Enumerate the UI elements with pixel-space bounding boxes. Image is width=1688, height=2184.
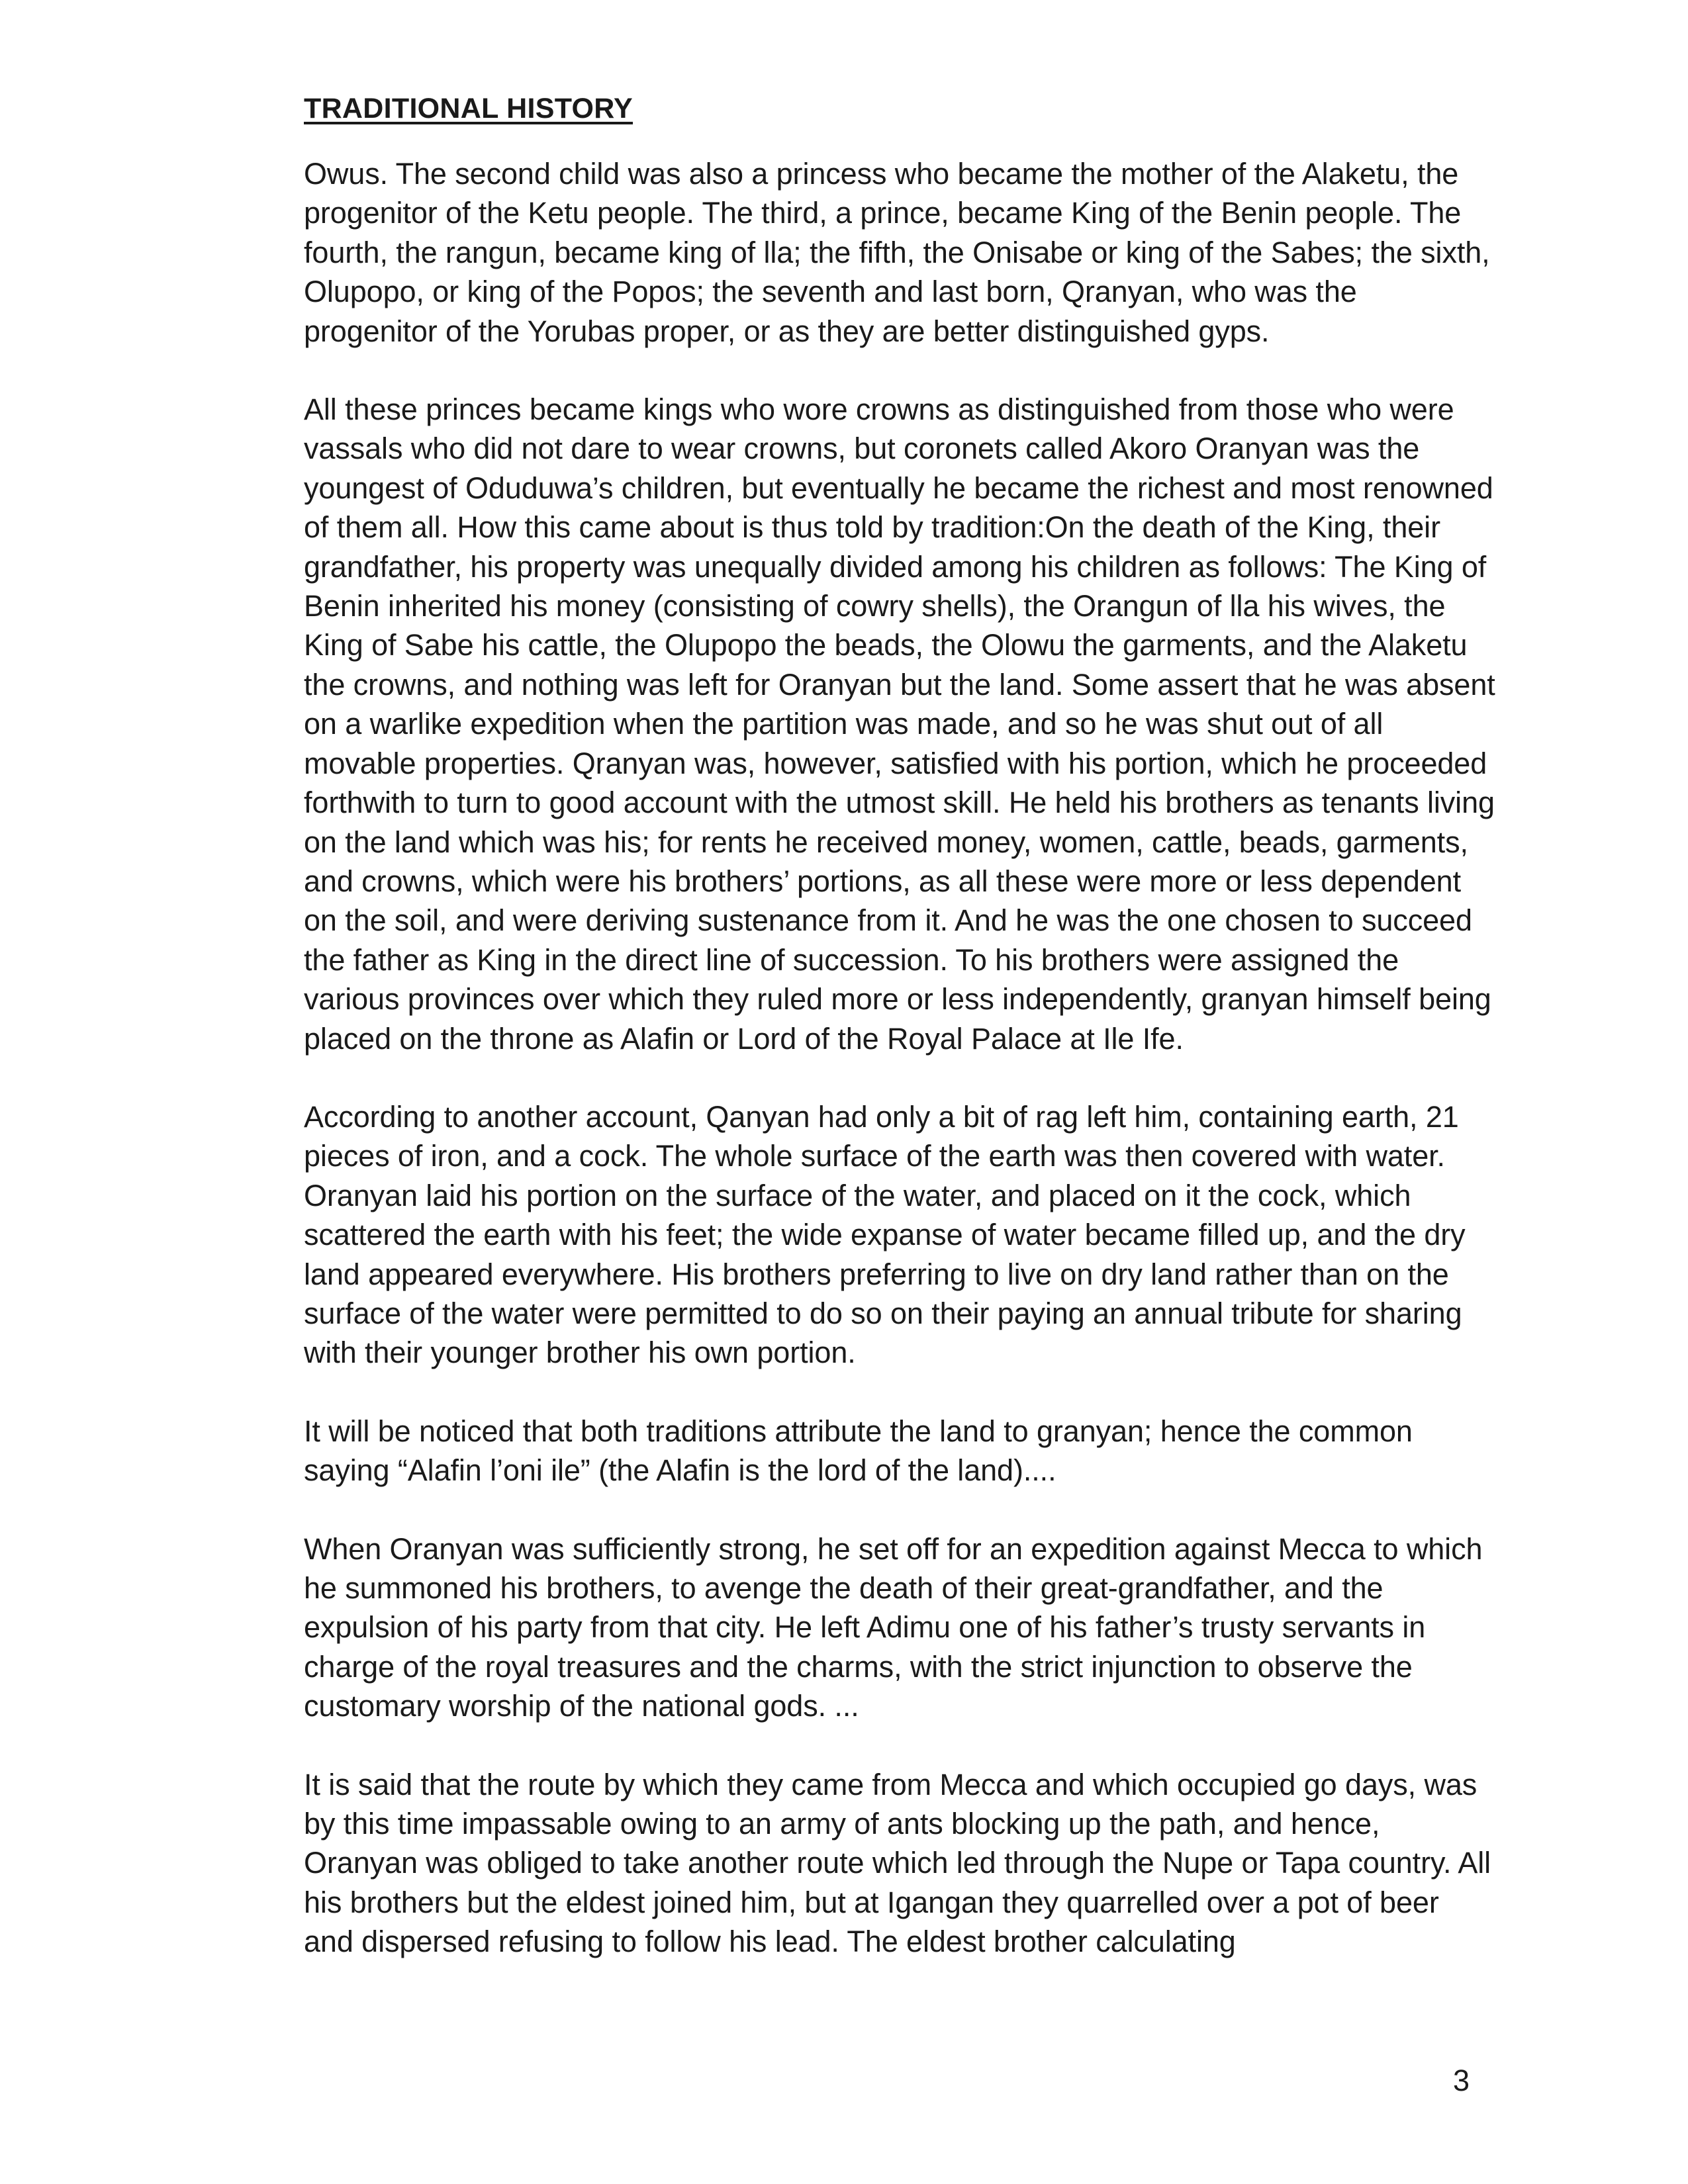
- paragraph-3: According to another account, Qanyan had only a bit of rag left him, containing earth, 21 pieces of iron, and a cock. The whole surface of the earth was then covered with water. Oranyan laid his portion on the surface of the water, and placed on it the cock, which scattered the earth with his feet; the wide expanse of water became filled up, and the dry land appeared everywhere. His brothers preferring to live on dry land rather than on the surface of the water were permitted to do so on their paying an annual tribute for sharing with their younger brother his own portion.: [304, 1099, 1466, 1370]
- document-page: [304, 93, 1495, 2001]
- paragraph-1: Owus. The second child was also a princess who became the mother of the Alaketu, the progenitor of the Ketu people. The third, a prince, became King of the Benin people. The fourth, the rangun, became king of lla; the fifth, the Onisabe or king of the Sabes; the sixth, Olupopo, or king of the Popos; the seventh and last born, Qranyan, who was the progenitor of the Yorubas proper, or as they are better distinguished gyps.: [304, 157, 1490, 348]
- paragraph-6: It is said that the route by which they came from Mecca and which occupied go days, was by this time impassable owing to an army of ants blocking up the path, and hence, Oranyan was obliged to take another route which led through the Nupe or Tapa country. All his brothers but the eldest joined him, but at Igangan they quarrelled over a pot of beer and dispersed refusing to follow his lead. The eldest brother calculating: [304, 1767, 1491, 1959]
- paragraph-2: All these princes became kings who wore crowns as distinguished from those who were vassals who did not dare to wear crowns, but coronets called Akoro Oranyan was the youngest of Oduduwa’s children, but eventually he became the richest and most renowned of them all. How this came about is thus told by tradition:On the death of the King, their grandfather, his property was unequally divided among his children as follows: The King of Benin inherited his money (consisting of cowry shells), the Orangun of lla his wives, the King of Sabe his cattle, the Olupopo the beads, the Olowu the garments, and the Alaketu the crowns, and nothing was left for Oranyan but the land. Some assert that he was absent on a warlike expedition when the partition was made, and so he was shut out of all movable properties. Qranyan was, however, satisfied with his portion, which he proceeded forthwith to turn to good account with the utmost skill. He held his brothers as tenants living on the land which was his; for rents he received money, women, cattle, beads, garments, and crowns, which were his brothers’ portions, as all these were more or less dependent on the soil, and were deriving sustenance from it. And he was the one chosen to succeed the father as King in the direct line of succession. To his brothers were assigned the various provinces over which they ruled more or less independently, granyan himself being placed on the throne as Alafin or Lord of the Royal Palace at Ile Ife.: [304, 392, 1495, 1056]
- section-heading: TRADITIONAL HISTORY: [304, 93, 633, 124]
- paragraph-5: When Oranyan was sufficiently strong, he set off for an expedition against Mecca to which he summoned his brothers, to avenge the death of their great-grandfather, and the expulsion of his party from that city. He left Adimu one of his father’s trusty servants in charge of the royal treasures and the charms, with the strict injunction to observe the customary worship of the national gods. ...: [304, 1531, 1483, 1723]
- page-number: 3: [1452, 2064, 1470, 2097]
- paragraph-4: It will be noticed that both traditions attribute the land to granyan; hence the common saying “Alafin l’oni ile” (the Alafin is the lord of the land)....: [304, 1414, 1413, 1488]
